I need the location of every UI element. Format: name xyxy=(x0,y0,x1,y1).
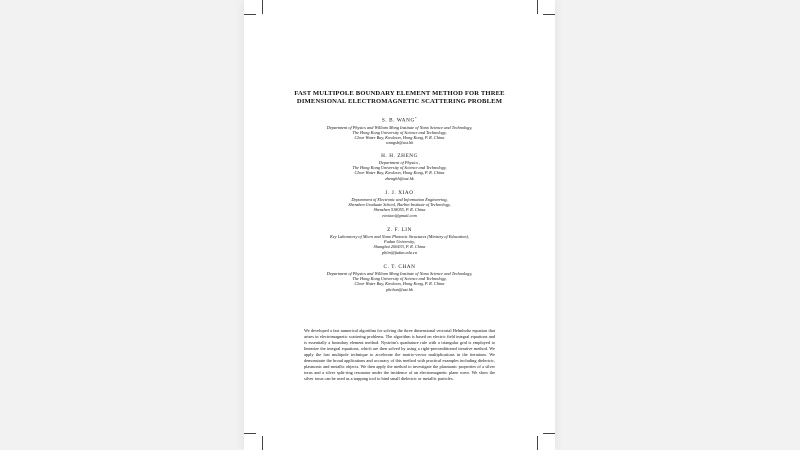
abstract-line: right-preconditioned iterative method. We apply the fast multipole technique to accelerate the xyxy=(304,345,495,357)
corresponding-mark: * xyxy=(414,116,418,120)
abstract-line: matrix-vector multiplications in the iterations. We demonstrate the broad applications and accuracy xyxy=(304,351,495,363)
abstract-line: triangular grid is employed to linearize the integral equations, which are then solved by using a xyxy=(304,339,495,351)
author-name: S. B. WANG* xyxy=(381,116,418,124)
abstract xyxy=(304,328,495,382)
abstract-line: resonator under the incidence of an electromagnetic plane wave. We show the silver torus can be xyxy=(304,369,495,381)
author-email: phchan@ust.hk xyxy=(386,286,413,292)
author-name: Z. F. LIN xyxy=(387,227,412,233)
crop-mark xyxy=(244,433,256,434)
abstract-line: integral equations and is essentially a boundary element method. Nyström's quadrature rule with a xyxy=(304,333,495,345)
abstract-line: apply the method to investigate the plasmonic properties of a silver torus and a silver split-ring xyxy=(304,363,495,375)
paper-title xyxy=(244,90,555,105)
author-affiliation: Department of Physics , The Hong Kong University of Science and Technology, Clear Water Bay, Kowloon, Hong Kong, P. R. China zhenghh@ust.hk xyxy=(244,160,555,181)
crop-mark xyxy=(543,14,555,15)
title-line: DIMENSIONAL ELECTROMAGNETIC SCATTERING PROBLEM xyxy=(296,97,503,105)
crop-mark xyxy=(244,14,256,15)
paper-page xyxy=(244,0,555,450)
abstract-line: used as a trapping tool to bind small dielectric or metallic particles. xyxy=(336,375,454,381)
author-email: zhenghh@ust.hk xyxy=(385,175,414,181)
crop-mark xyxy=(537,0,538,14)
author-affiliation: Department of Physics and William Mong Institute of Nano Science and Technology, The Hong Kong University of Science and Technology, Clear Water Bay, Kowloon, Hong Kong, P. R. China wangsb@ust.hk xyxy=(244,125,555,146)
crop-mark xyxy=(262,436,263,450)
abstract-line: equation that arises in electromagnetic scattering problems. The algorithm is based on electric field xyxy=(304,328,496,339)
author-email: eiexiao@gmail.com xyxy=(382,212,417,218)
crop-mark xyxy=(537,436,538,450)
crop-mark xyxy=(262,0,263,14)
crop-mark xyxy=(543,433,555,434)
title-line: FAST MULTIPOLE BOUNDARY ELEMENT METHOD FOR THREE xyxy=(294,90,505,97)
author-name: H. H. ZHENG xyxy=(381,153,418,159)
author-affiliation: Key Laboratory of Micro and Nano Photonic Structures (Ministry of Education), Fudan University, Shanghai 200433, P. R. China phlin@fudan.edu.cn xyxy=(244,234,555,255)
author-affiliation: Department of Physics and William Mong Institute of Nano Science and Technology, The Hong Kong University of Science and Technology, Clear Water Bay, Kowloon, Hong Kong, P. R. China phchan@ust.hk xyxy=(244,271,555,292)
author-block xyxy=(244,227,555,255)
author-name: J. J. XIAO xyxy=(385,190,414,196)
abstract-line: of this method with practical examples including dielectric, plasmonic and metallic objects. We then xyxy=(304,357,495,369)
author-block xyxy=(244,115,555,146)
author-block xyxy=(244,190,555,218)
author-name: C. T. CHAN xyxy=(383,264,416,270)
author-block xyxy=(244,153,555,181)
author-affiliation: Department of Electronic and Information Engineering, Shenzhen Graduate School, Harbin Institute of Technology, Shenzhen 518055, P. R. China eiexiao@gmail.com xyxy=(244,197,555,218)
author-email: wangsb@ust.hk xyxy=(385,140,414,146)
author-email: phlin@fudan.edu.cn xyxy=(382,249,417,255)
author-block xyxy=(244,264,555,292)
abstract-line: We developed a fast numerical algorithm for solving the three dimensional vectorial Helmholtz xyxy=(304,328,472,333)
